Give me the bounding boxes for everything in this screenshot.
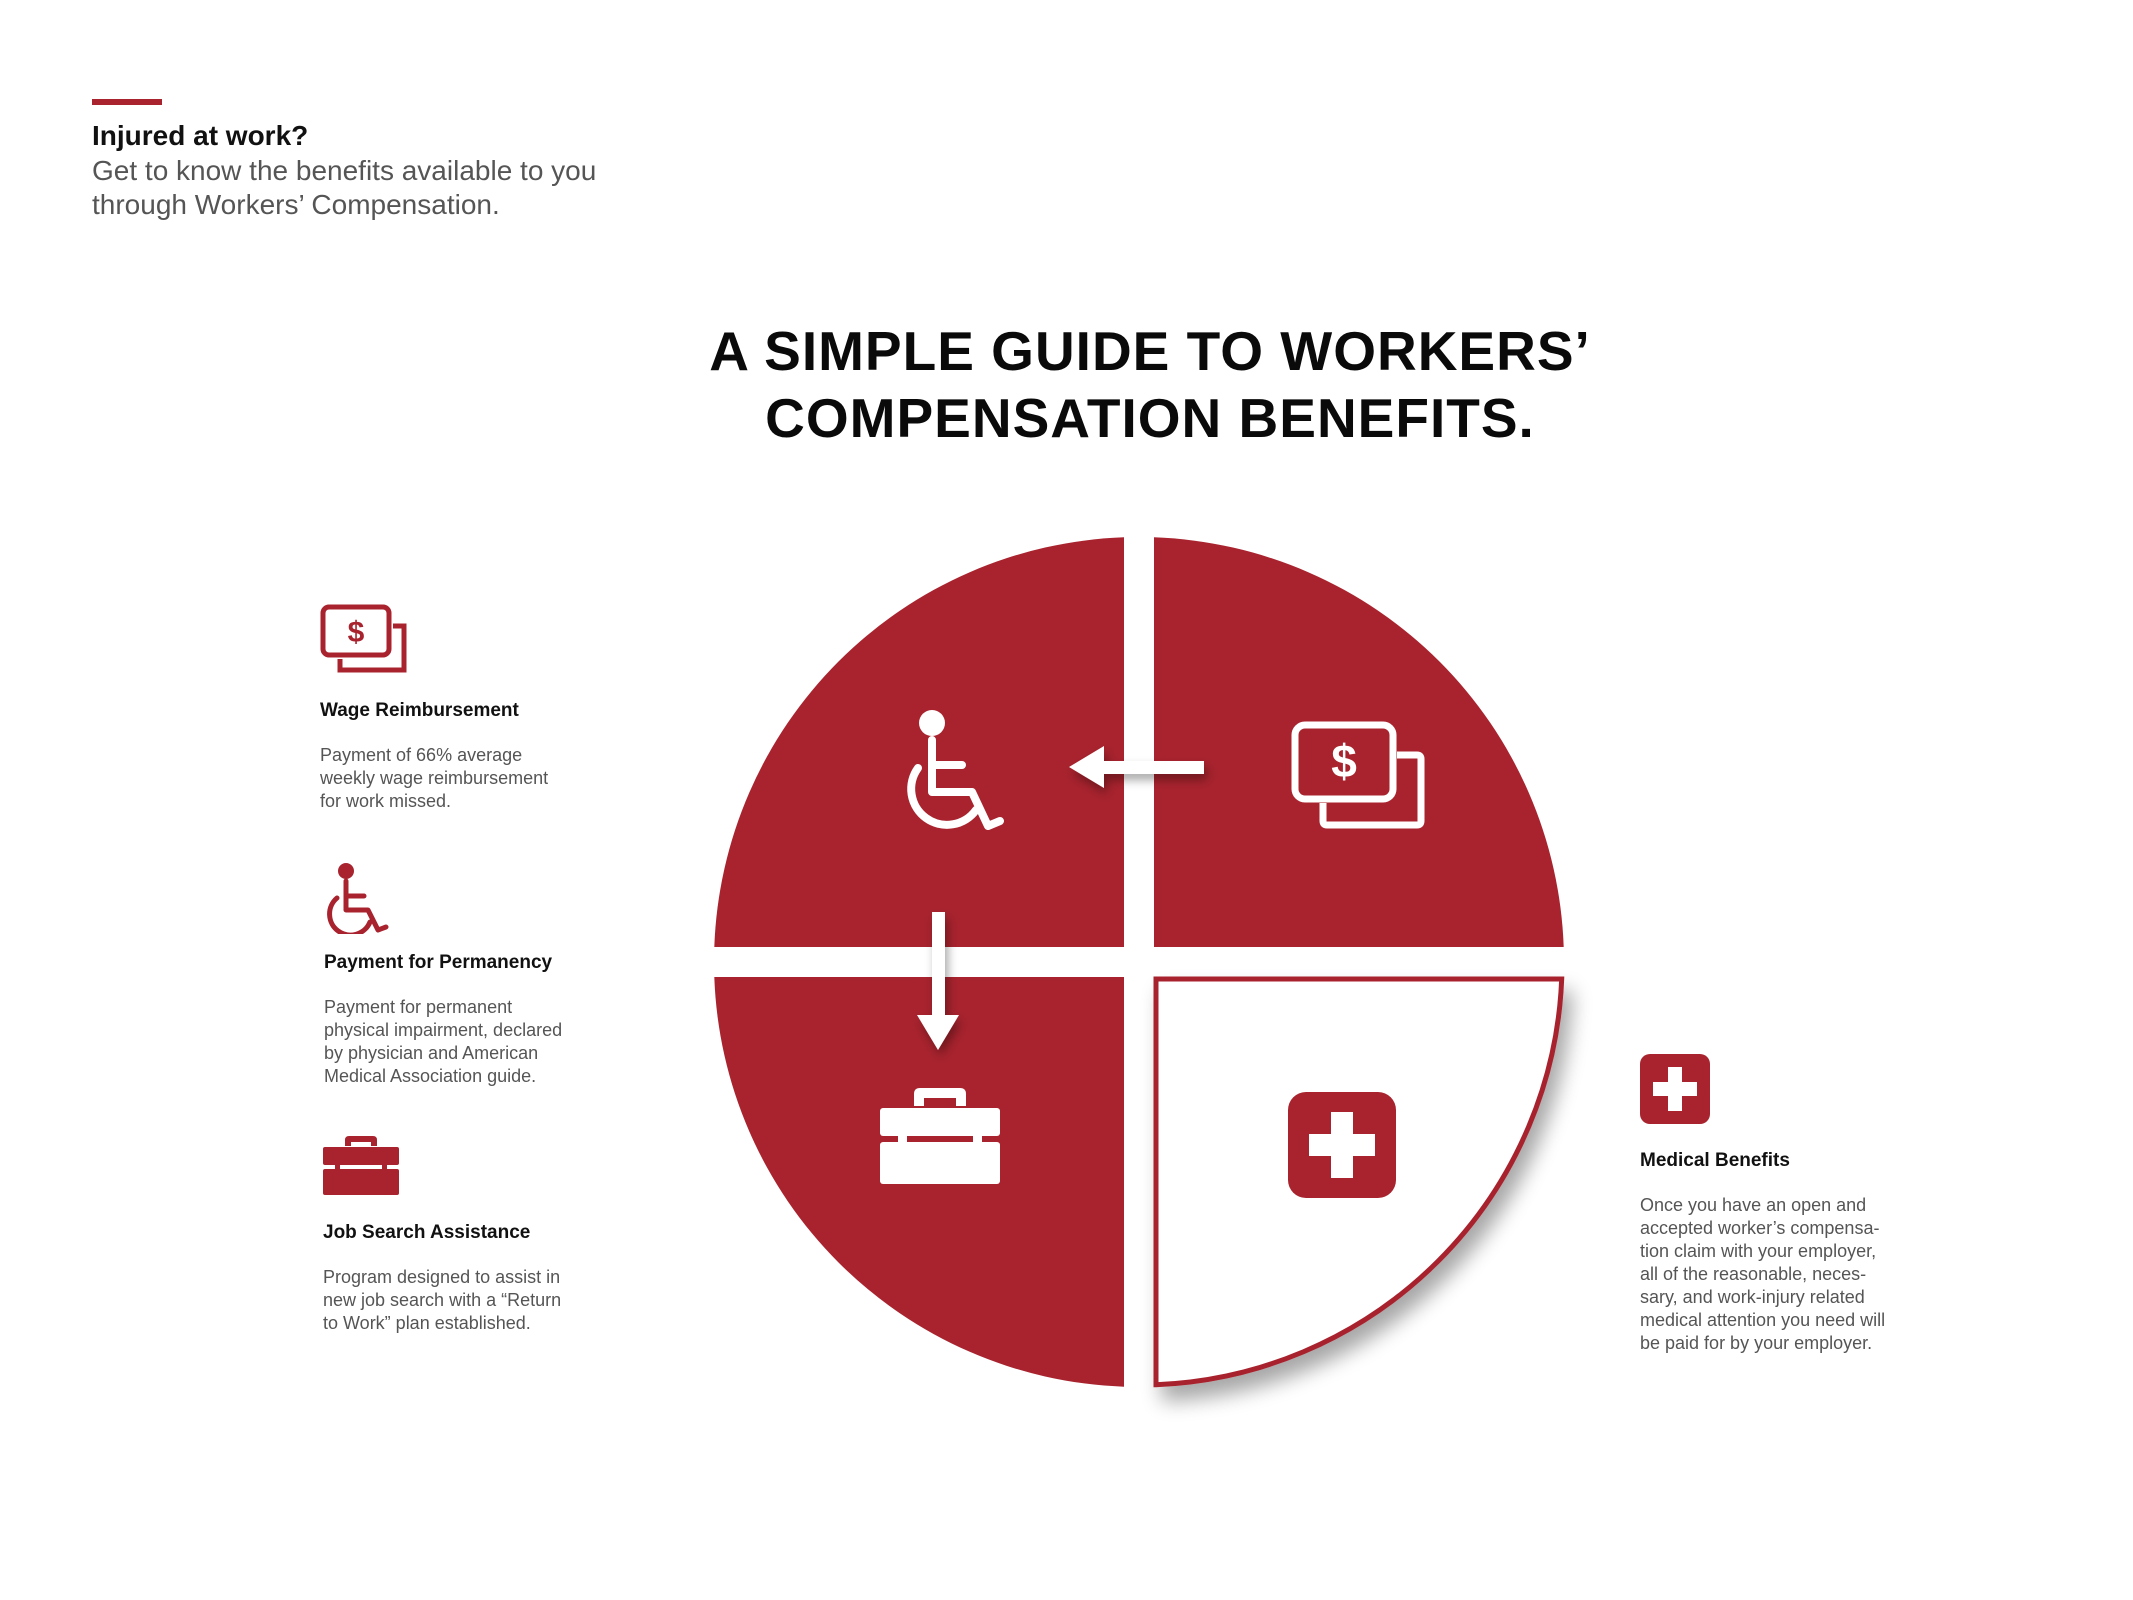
benefit-description <box>1640 1194 1960 1355</box>
benefit-desc-line: tion claim with your employer, <box>1640 1241 1877 1261</box>
benefit-desc-line: all of the reasonable, neces- <box>1640 1264 1867 1284</box>
benefit-medical-benefits <box>1640 1054 1960 1355</box>
benefit-title: Job Search Assistance <box>323 1222 531 1243</box>
intro-heading: Injured at work? <box>92 120 309 151</box>
quadrant-top-right <box>1154 537 1564 947</box>
benefit-desc-line: new job search with a “Return <box>323 1290 562 1310</box>
benefit-desc-line: medical attention you need will <box>1640 1310 1886 1330</box>
benefit-desc-line: sary, and work-injury related <box>1640 1287 1865 1307</box>
money-icon <box>320 604 640 676</box>
intro-body: Get to know the benefits available to you through Workers’ Compensation. <box>92 155 597 220</box>
benefit-desc-line: be paid for by your employer. <box>1640 1333 1873 1353</box>
benefit-description <box>320 744 640 813</box>
quadrant-top-left <box>714 537 1124 947</box>
medical-cross-icon <box>1288 1092 1396 1198</box>
benefit-desc-line: Once you have an open and <box>1640 1195 1867 1215</box>
svg-text:$: $ <box>1331 735 1357 787</box>
benefit-desc-line: Payment for permanent <box>324 997 513 1017</box>
benefit-desc-line: for work missed. <box>320 791 452 811</box>
benefit-desc-line: Medical Association guide. <box>324 1066 537 1086</box>
svg-text:$: $ <box>347 616 365 649</box>
benefit-desc-line: to Work” plan established. <box>323 1313 531 1333</box>
benefit-description <box>324 996 654 1088</box>
benefit-desc-line: weekly wage reimbursement <box>320 768 549 788</box>
benefit-wage-reimbursement <box>320 604 640 813</box>
benefit-desc-line: by physician and American <box>324 1043 539 1063</box>
benefit-payment-for-permanency <box>324 862 654 1088</box>
medical-cross-icon <box>1640 1054 1960 1124</box>
benefit-title: Medical Benefits <box>1640 1150 1790 1171</box>
wheelchair-icon <box>324 862 654 934</box>
benefit-description <box>323 1266 653 1335</box>
page-title-line-2: COMPENSATION BENEFITS. <box>765 387 1535 449</box>
benefit-title: Wage Reimbursement <box>320 700 519 721</box>
benefit-desc-line: physical impairment, declared <box>324 1020 563 1040</box>
benefit-desc-line: accepted worker’s compensa- <box>1640 1218 1880 1238</box>
benefit-title: Payment for Permanency <box>324 952 553 973</box>
benefit-job-search-assistance <box>323 1136 653 1335</box>
page-title-line-1: A SIMPLE GUIDE TO WORKERS’ <box>709 320 1591 382</box>
benefit-desc-line: Program designed to assist in <box>323 1267 561 1287</box>
benefit-desc-line: Payment of 66% average <box>320 745 523 765</box>
briefcase-icon <box>323 1136 653 1196</box>
